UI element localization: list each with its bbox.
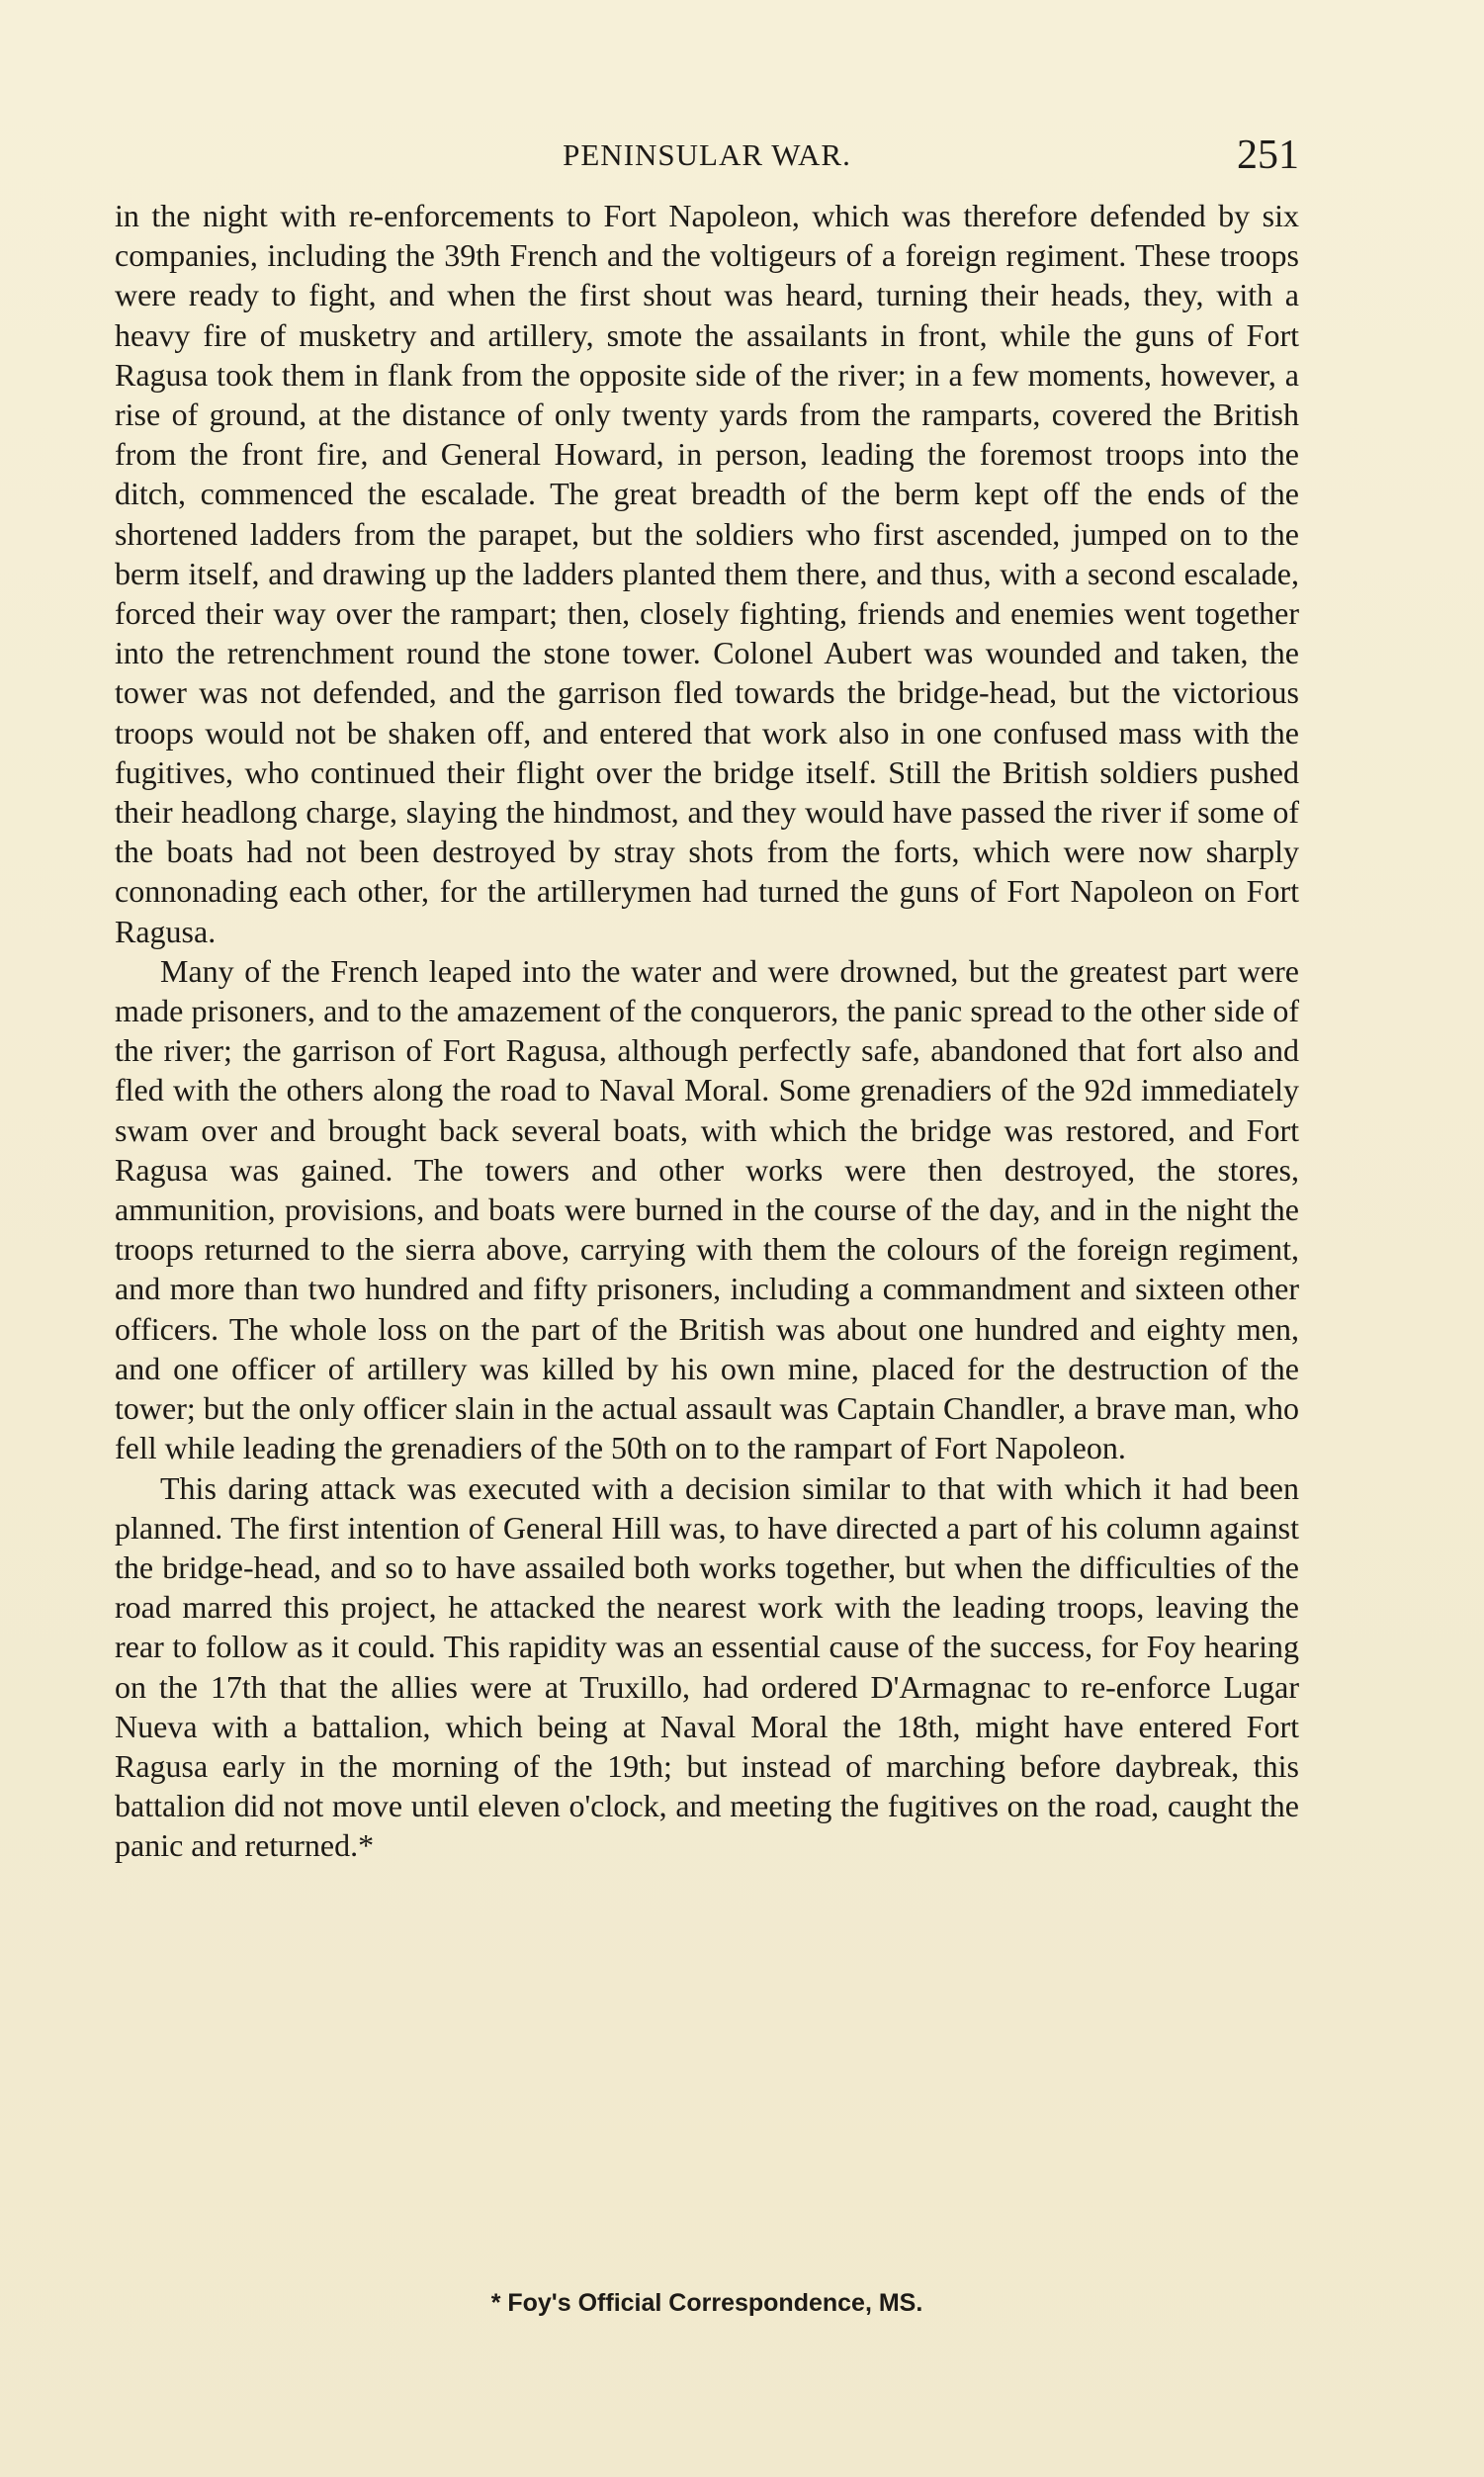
page-header: [115, 124, 1299, 193]
paragraph-2: Many of the French leaped into the water and were drowned, but the greatest part were made prisoners, and to the amazement of the conquerors, the panic spread to the other side of the river; the garrison of Fort Ragusa, although perfectly safe, abandoned that fort also and fled with the others along the road to Naval Moral. Some grenadiers of the 92d immediately swam over and brought back several boats, with which the bridge was restored, and Fort Ragusa was gained. The towers and other works were then destroyed, the stores, ammunition, provisions, and boats were burned in the course of the day, and in the night the troops returned to the sierra above, carrying with them the colours of the foreign regiment, and more than two hundred and fifty prisoners, including a commandment and sixteen other officers. The whole loss on the part of the British was about one hundred and eighty men, and one officer of artillery was killed by his own mine, placed for the destruction of the tower; but the only officer slain in the actual assault was Captain Chandler, a brave man, who fell while leading the grenadiers of the 50th on to the rampart of Fort Napoleon.: [115, 952, 1299, 1466]
footnote: * Foy's Official Correspondence, MS.: [490, 2289, 923, 2317]
body-text: [115, 196, 1299, 1866]
paragraph-1: in the night with re-enforcements to Fort Napoleon, which was therefore defended by six companies, including the 39th French and the voltigeurs of a foreign regiment. These troops were ready to fight, and when the first shout was heard, turning their heads, they, with a heavy fire of musketry and artillery, smote the assailants in front, while the guns of Fort Ragusa took them in flank from the opposite side of the river; in a few moments, however, a rise of ground, at the distance of only twenty yards from the ramparts, covered the British from the front fire, and General Howard, in person, leading the foremost troops into the ditch, commenced the escalade. The great breadth of the berm kept off the ends of the shortened ladders from the parapet, but the soldiers who first ascended, jumped on to the berm itself, and drawing up the ladders planted them there, and thus, with a second escalade, forced their way over the rampart; then, closely fighting, friends and enemies went together into the retrenchment round the stone tower. Colonel Aubert was wounded and taken, the tower was not defended, and the garrison fled towards the bridge-head, but the victorious troops would not be shaken off, and entered that work also in one confused mass with the fugitives, who continued their flight over the bridge itself. Still the British soldiers pushed their headlong charge, slaying the hindmost, and they would have passed the river if some of the boats had not been destroyed by stray shots from the forts, which were now sharply connonading each other, for the artillerymen had turned the guns of Fort Napoleon on Fort Ragusa.: [115, 198, 1299, 949]
paragraph-3: This daring attack was executed with a decision similar to that with which it had been planned. The first intention of General Hill was, to have directed a part of his column against the bridge-head, and so to have assailed both works together, but when the difficulties of the road marred this project, he attacked the nearest work with the leading troops, leaving the rear to follow as it could. This rapidity was an essential cause of the success, for Foy hearing on the 17th that the allies were at Truxillo, had ordered D'Armagnac to re-enforce Lugar Nueva with a battalion, which being at Naval Moral the 18th, might have entered Fort Ragusa early in the morning of the 19th; but instead of marching before daybreak, this battalion did not move until eleven o'clock, and meeting the fugitives on the road, caught the panic and returned.*: [115, 1469, 1299, 1864]
page-number: 251: [1237, 133, 1299, 178]
running-title: PENINSULAR WAR.: [563, 137, 851, 172]
